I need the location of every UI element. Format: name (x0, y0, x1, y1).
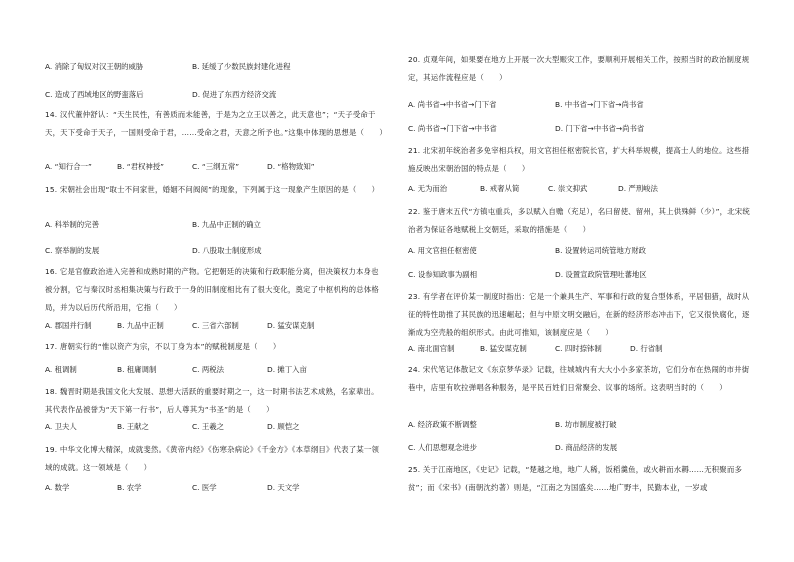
answer-option: D. 摊丁入亩 (267, 365, 307, 374)
options-row (45, 420, 385, 434)
options-row (45, 319, 385, 333)
question-text: 23. 有学者在评价某一制度时指出：它是一个兼具生产、军事和行政的复合型体系，平居佃猎，战时从征的特性助推了其民族的迅速崛起；但与中原文明交融后，在新的经济形态冲击下，它又很快腐化，逐渐成为空壳般的组织形式。由此可推知，该制度应是（ ） (408, 292, 750, 337)
options-row (45, 218, 385, 232)
options-row (45, 481, 385, 495)
answer-option: A. 南北面官制 (408, 344, 455, 353)
answer-option: B. 延缓了少数民族封建化进程 (192, 62, 291, 71)
answer-option: A. 消除了匈奴对汉王朝的威胁 (45, 62, 144, 71)
answer-option: B. 中书省→门下省→尚书省 (555, 100, 644, 109)
question-text: 16. 它是官僚政治进入完善和成熟时期的产物。它把朝廷的决策和行政职能分离，但决策权力本身也被分割，它与秦汉时丞相集决策与行政于一身的旧制度相比有了很大变化，奠定了中枢机构的总体格局，并为以后历代所沿用，它指（ ） (45, 267, 379, 312)
answer-option: C. 崇文抑武 (548, 184, 588, 193)
answer-option: C. 医学 (192, 483, 217, 492)
question-text: 20. 贞观年间，如果要在地方上开展一次大型赈灾工作，要顺利开展相关工作，按照当时的政治制度规定，其运作流程应是（ ） (408, 55, 750, 82)
answer-option: A. 郡国并行制 (45, 321, 92, 330)
answer-option: D. “格物致知” (267, 162, 315, 171)
answer-option: D. 门下省→中书省→尚书省 (555, 124, 645, 133)
answer-option: C. “三纲五常” (192, 162, 240, 171)
answer-option: D. 天文学 (267, 483, 300, 492)
answer-option: D. 行省制 (630, 344, 663, 353)
options-row (408, 441, 753, 455)
answer-option: A. 租调制 (45, 365, 77, 374)
answer-option: A. 用文官担任枢密使 (408, 246, 477, 255)
answer-option: C. 三省六部制 (192, 321, 239, 330)
question-text: 22. 鉴于唐末五代“方镇屯重兵，多以赋入自赡（充足），名曰留使、留州，其上供殊鲜（少）”，北宋统治者为保证各地赋税上交朝廷，采取的措施是（ ） (408, 207, 750, 234)
question-text: 24. 宋代笔记体散记文《东京梦华录》记载，往城城内有大大小小多家茶坊，它们分布在热闹的市井街巷中，店里有吹拉弹唱各种服务，是平民百姓们日常聚会、议事的场所。这表明当时的（ ） (408, 365, 750, 392)
options-row (45, 88, 385, 102)
options-row (45, 363, 385, 377)
options-row (408, 268, 753, 282)
answer-option: A. 无为而治 (408, 184, 448, 193)
answer-option: B. 设置转运司统管地方财政 (555, 246, 647, 255)
question-text: 19. 中华文化博大精深，成就斐然。《黄帝内经》《伤寒杂病论》《千金方》《本草纲目》代表了某一领域的成就。这一领域是（ ） (45, 445, 380, 472)
question-text: 15. 宋朝社会出现“取士不问家世，婚姻不问阀阅”的现象，下列属于这一现象产生原因的是（ ） (45, 185, 380, 194)
answer-option: B. 坊市制度被打破 (555, 420, 617, 429)
answer-option: B. 戒奢从简 (480, 184, 520, 193)
answer-option: C. 尚书省→门下省→中书省 (408, 124, 497, 133)
answer-option: D. 猛安谋克制 (267, 321, 315, 330)
answer-option: B. “君权神授” (117, 162, 164, 171)
answer-option: D. 设置宣政院管理吐蕃地区 (555, 270, 647, 279)
answer-option: B. 租庸调制 (117, 365, 157, 374)
answer-option: A. 尚书省→中书省→门下省 (408, 100, 497, 109)
options-row (45, 60, 385, 74)
options-row (45, 244, 385, 258)
answer-option: C. 四时捺钵制 (555, 344, 602, 353)
answer-option: D. 顾恺之 (267, 422, 300, 431)
options-row (408, 418, 753, 432)
answer-option: A. 数学 (45, 483, 70, 492)
answer-option: C. 两税法 (192, 365, 225, 374)
answer-option: D. 八股取士制度形成 (192, 246, 262, 255)
options-row (408, 244, 753, 258)
answer-option: B. 农学 (117, 483, 142, 492)
question-text: 17. 唐朝实行的“惟以资产为宗，不以丁身为本”的赋税制度是（ ） (45, 342, 281, 351)
options-row (408, 98, 753, 112)
answer-option: A. 科举制的完善 (45, 220, 99, 229)
answer-option: D. 严刑峻法 (618, 184, 658, 193)
answer-option: A. 卫夫人 (45, 422, 77, 431)
answer-option: C. 造成了西域地区的野蛮落后 (45, 90, 144, 99)
answer-option: C. 王羲之 (192, 422, 225, 431)
answer-option: A. 经济政策不断调整 (408, 420, 477, 429)
question-text: 21. 北宋初年统治者多免宰相兵权，用文官担任枢密院长官，扩大科举规模，提高士人的地位。这些措施反映出宋朝治国的特点是（ ） (408, 146, 750, 173)
answer-option: B. 猛安谋克制 (480, 344, 527, 353)
answer-option: A. “知行合一” (45, 162, 92, 171)
answer-option: B. 九品中正制的确立 (192, 220, 261, 229)
answer-option: C. 设参知政事为副相 (408, 270, 477, 279)
answer-option: B. 王献之 (117, 422, 149, 431)
answer-option: B. 九品中正制 (117, 321, 164, 330)
answer-option: D. 促进了东西方经济交流 (192, 90, 277, 99)
question-text: 18. 魏晋时期是我国文化大发展、思想大活跃的重要时期之一，这一时期书法艺术成熟，名家辈出。其代表作品被誉为“天下第一行书”，后人尊其为“书圣”的是（ ） (45, 387, 379, 414)
answer-option: D. 商品经济的发展 (555, 443, 618, 452)
options-row (408, 122, 753, 136)
answer-option: C. 人们思想观念进步 (408, 443, 477, 452)
question-text: 25. 关于江南地区，《史记》记载，“楚越之地，地广人稀，饭稻羹鱼，或火耕而水耨……无积聚而多贫”；而《宋书》(南朝沈约著）则是，“江南之为国盛矣……地广野丰，民勤本业，一岁或 (408, 465, 743, 492)
options-row (408, 182, 753, 196)
options-row (45, 160, 385, 174)
options-row (408, 342, 753, 356)
question-text: 14. 汉代董仲舒认：“天生民性，有善质而未能善，于是为之立王以善之，此天意也”；“天子受命于天，天下受命于天子，一国则受命于君，……受命之君，天意之所予也。”这集中体现的思想是（ ） (45, 110, 387, 137)
answer-option: C. 察举制的发展 (45, 246, 100, 255)
